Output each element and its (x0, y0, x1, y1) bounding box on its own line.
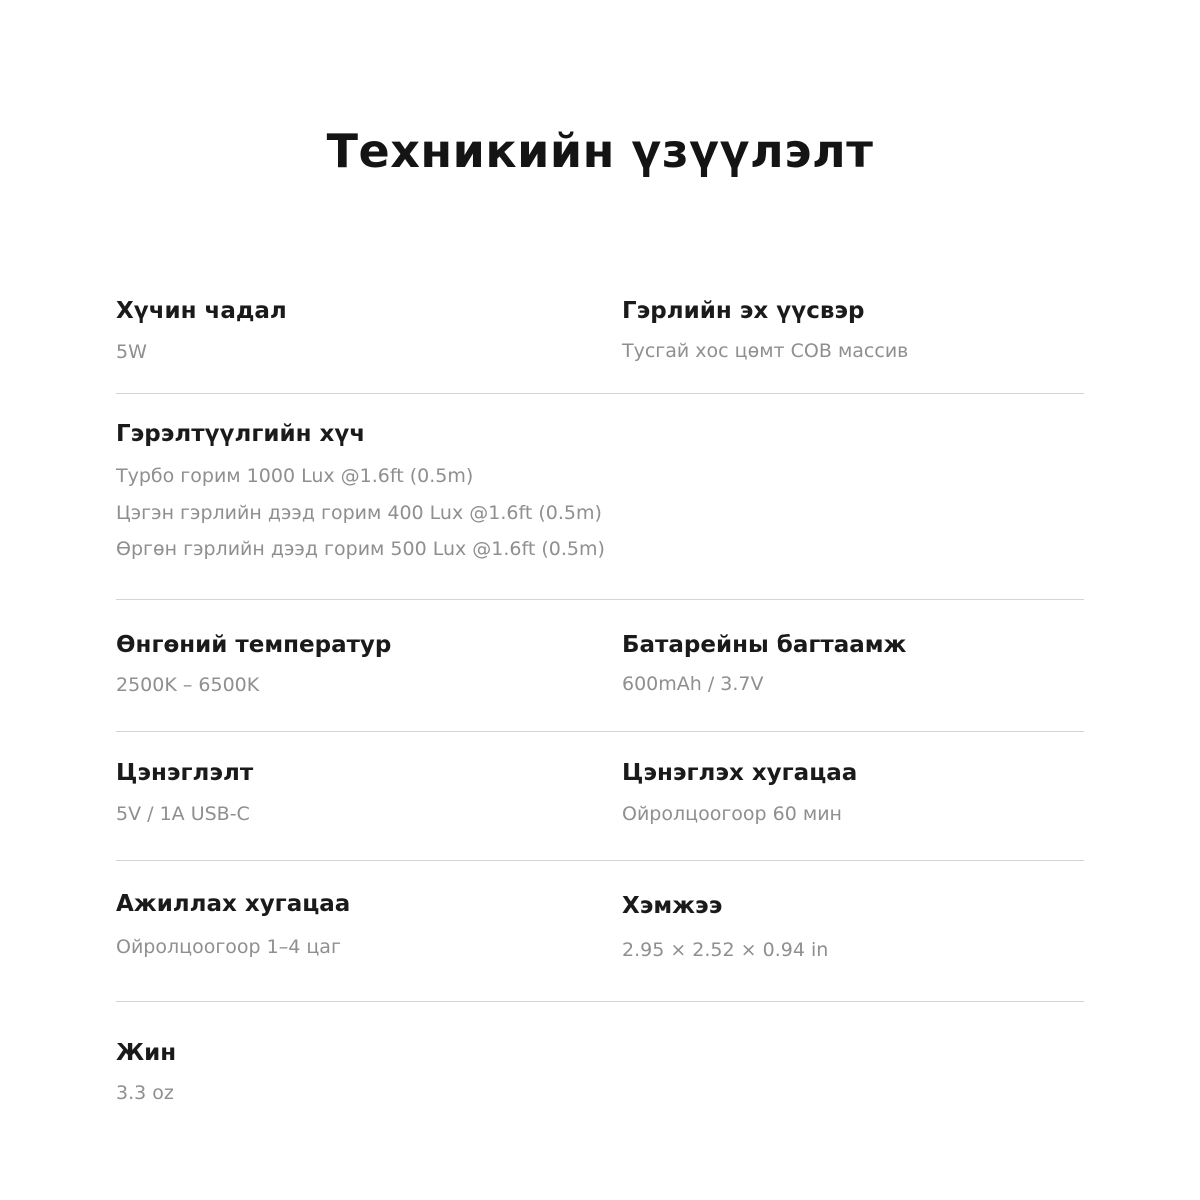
divider (116, 731, 1084, 732)
spec-label-dimensions: Хэмжээ (622, 893, 723, 919)
spec-value-battery: 600mAh / 3.7V (622, 673, 764, 695)
spec-value-illuminance-turbo: Турбо горим 1000 Lux @1.6ft (0.5m) (116, 465, 474, 487)
spec-label-illuminance: Гэрэлтүүлгийн хүч (116, 421, 366, 447)
spec-value-runtime: Ойролцоогоор 1–4 цаг (116, 936, 341, 958)
spec-label-weight: Жин (116, 1040, 177, 1066)
spec-value-weight: 3.3 oz (116, 1082, 174, 1104)
spec-label-charging-time: Цэнэглэх хугацаа (622, 760, 858, 786)
spec-value-color-temperature: 2500K – 6500K (116, 674, 260, 696)
divider (116, 1001, 1084, 1002)
spec-label-charging: Цэнэглэлт (116, 760, 254, 786)
divider (116, 393, 1084, 394)
spec-label-power: Хүчин чадал (116, 298, 287, 324)
spec-label-light-source: Гэрлийн эх үүсвэр (622, 298, 865, 324)
divider (116, 860, 1084, 861)
spec-value-power: 5W (116, 341, 147, 363)
page-title: Техникийн үзүүлэлт (326, 124, 874, 178)
spec-value-illuminance-spot: Цэгэн гэрлийн дээд горим 400 Lux @1.6ft (0.5m) (116, 502, 602, 524)
spec-label-runtime: Ажиллах хугацаа (116, 891, 351, 917)
spec-value-light-source: Тусгай хос цөмт COB массив (622, 340, 909, 362)
spec-value-illuminance-wide: Өргөн гэрлийн дээд горим 500 Lux @1.6ft (0.5m) (116, 538, 605, 560)
spec-value-charging: 5V / 1A USB-C (116, 803, 250, 825)
spec-value-dimensions: 2.95 × 2.52 × 0.94 in (622, 939, 829, 961)
spec-value-charging-time: Ойролцоогоор 60 мин (622, 803, 842, 825)
divider (116, 599, 1084, 600)
spec-label-color-temperature: Өнгөний температур (116, 632, 392, 658)
spec-label-battery: Батарейны багтаамж (622, 632, 907, 658)
